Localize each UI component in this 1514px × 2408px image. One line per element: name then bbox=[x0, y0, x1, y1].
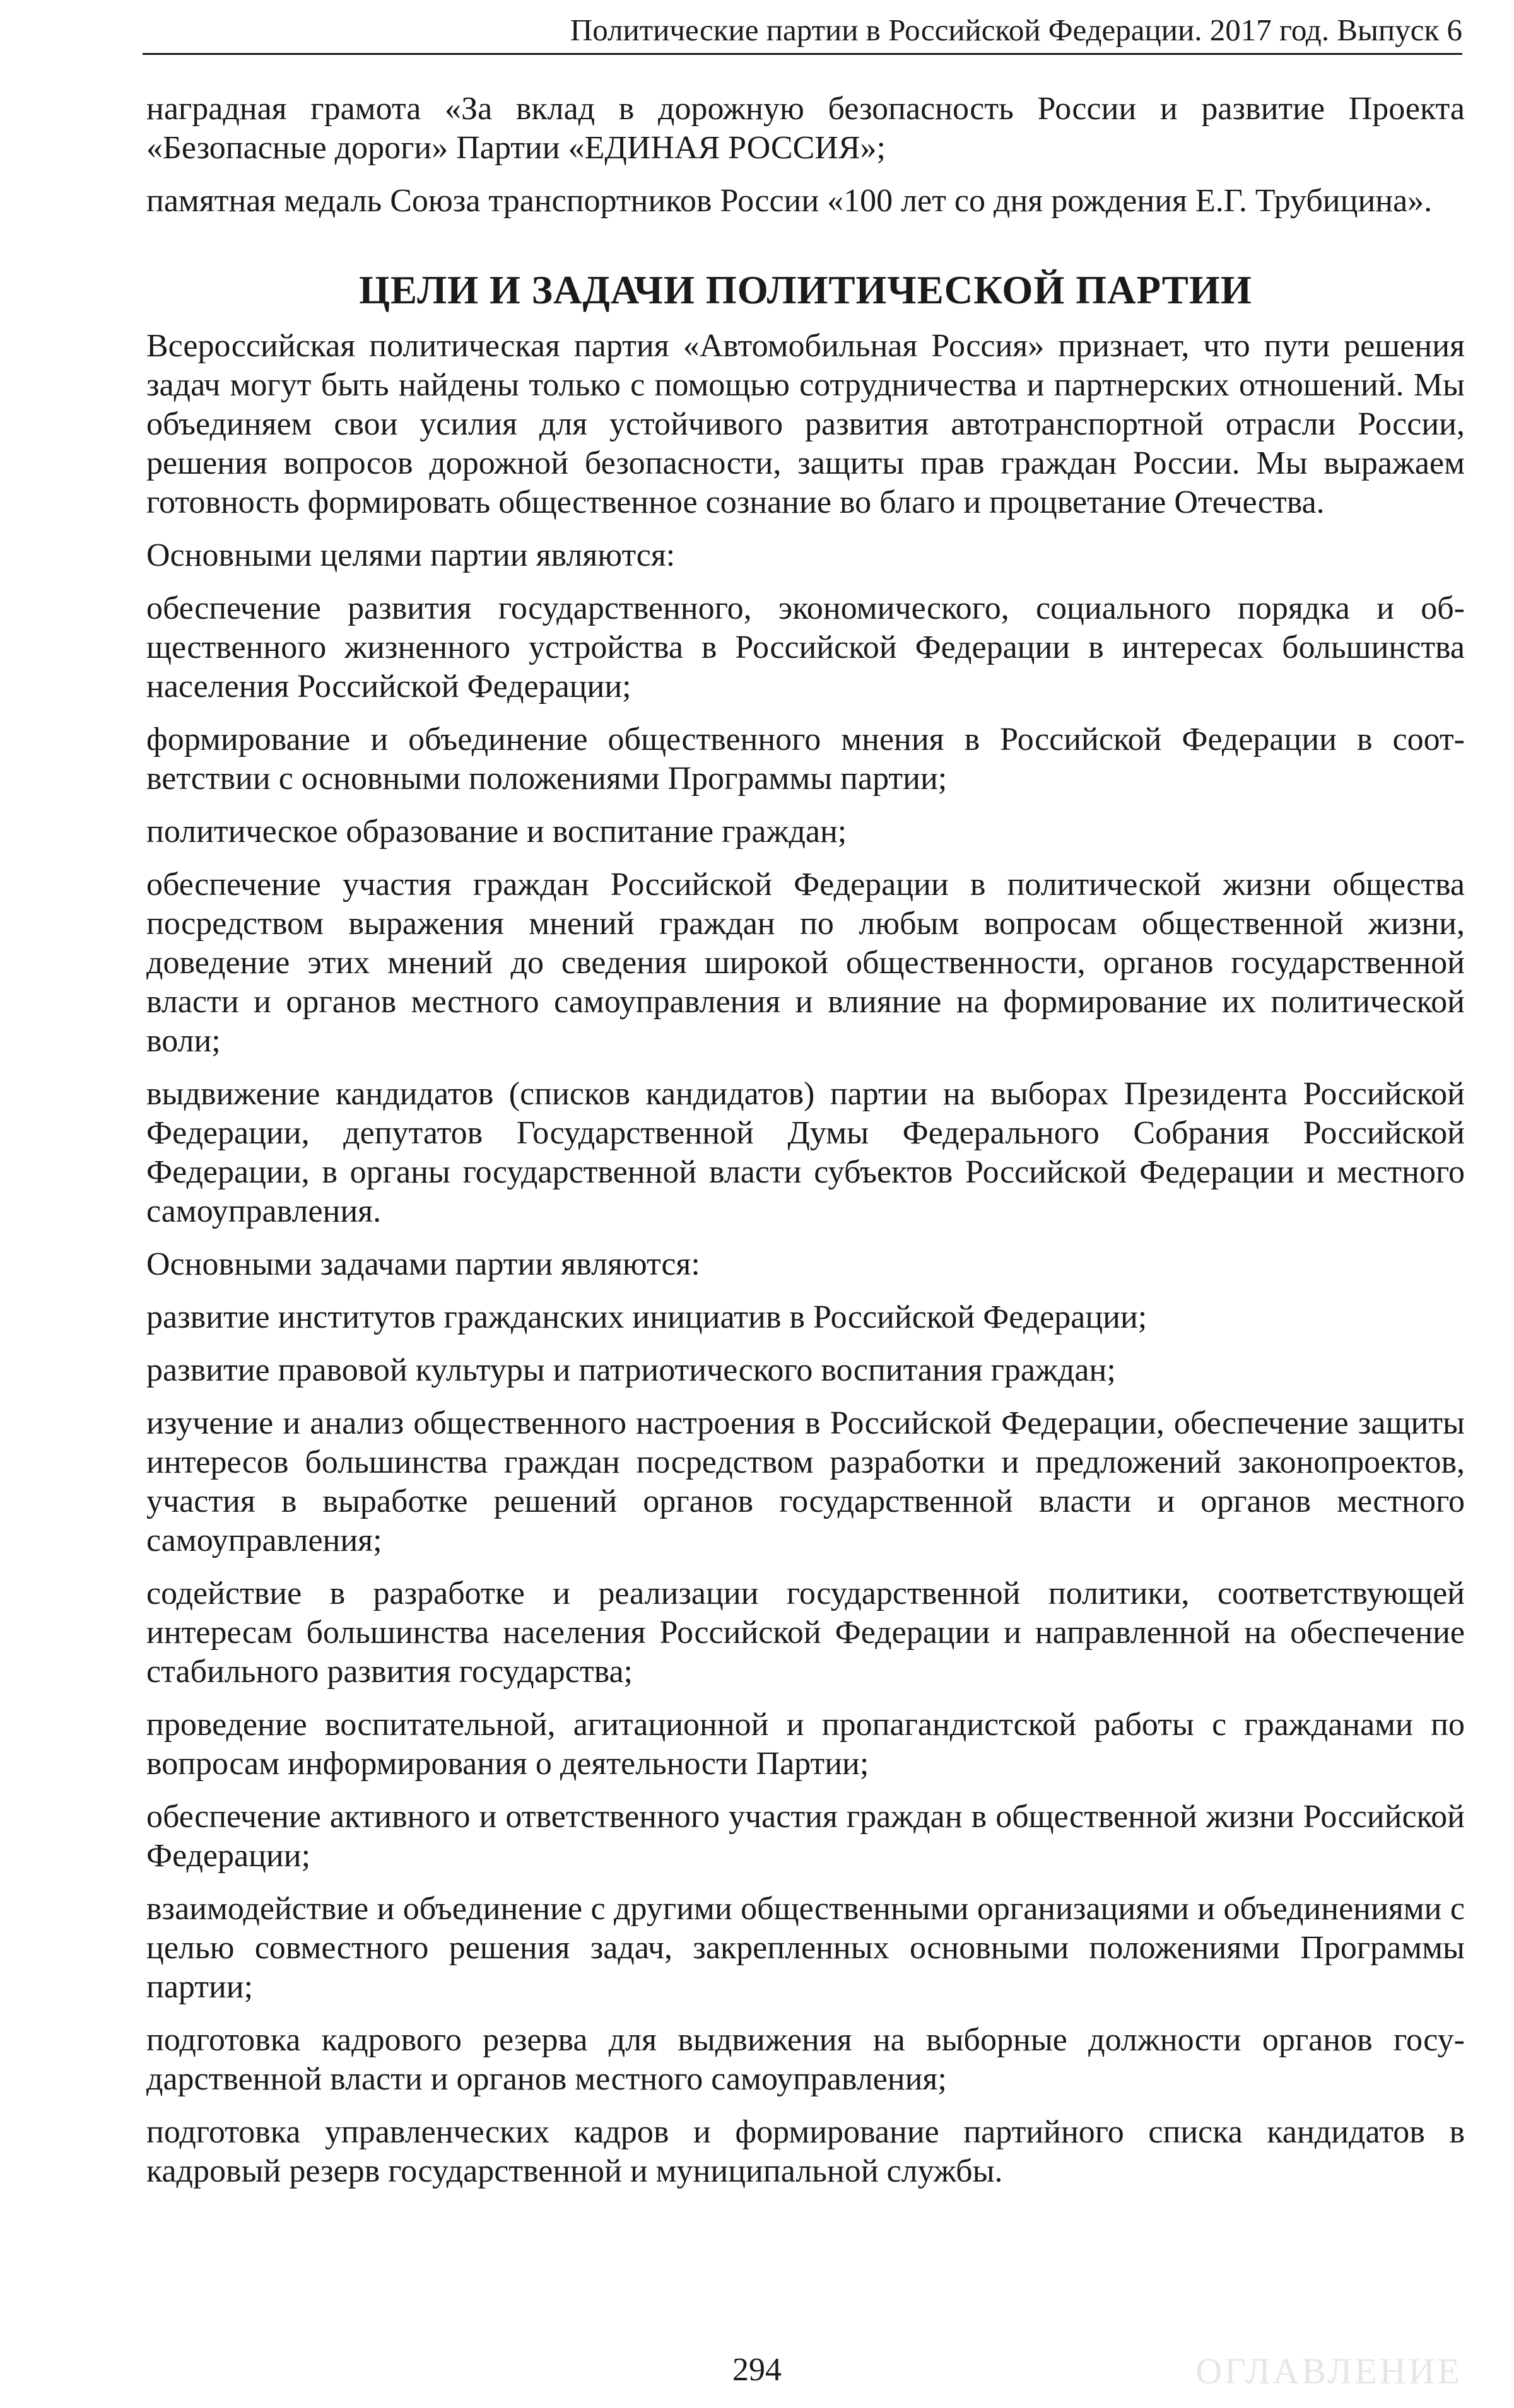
section-title: ЦЕЛИ И ЗАДАЧИ ПОЛИТИЧЕСКОЙ ПАРТИИ bbox=[359, 268, 1252, 312]
task-item: обеспечение активного и ответственного участия граждан в общественной жизни Российской Федерации; bbox=[146, 1799, 1465, 1874]
goal-item: обеспечение участия граждан Российской Федерации в политической жизни общества посредством выражения мнений граждан по любым вопросам общественной жизни, доведение этих мнений до сведения широкой общественности, органов государственной власти и органов местного самоуправления и влияние на формирование их политической воли; bbox=[146, 867, 1465, 1059]
award-item: памятная медаль Союза транспортников России «100 лет со дня рождения Е.Г. Трубицина». bbox=[146, 183, 1433, 219]
task-item: проведение воспитательной, агитационной и пропагандистской работы с гражданами по вопросам информирования о деятельности Партии; bbox=[146, 1707, 1465, 1782]
task-item: содействие в разработке и реализации государственной политики, соответствующей интересам большинства населения Российской Федерации и направленной на обеспечение стабильного развития государства; bbox=[146, 1575, 1465, 1690]
task-item: подготовка кадрового резерва для выдвижения на выборные должности органов государственной власти и органов местного самоуправления; bbox=[146, 2022, 1465, 2097]
running-header: Политические партии в Российской Федерации. 2017 год. Выпуск 6 bbox=[570, 13, 1462, 47]
task-item: подготовка управленческих кадров и формирование партийного списка кандидатов в кадровый резерв государственной и муниципальной службы. bbox=[146, 2114, 1465, 2189]
task-item: развитие институтов гражданских инициатив в Российской Федерации; bbox=[146, 1299, 1147, 1335]
award-item: наградная грамота «За вклад в дорожную безопасность России и развитие Проекта «Безопасные дороги» Партии «ЕДИНАЯ РОССИЯ»; bbox=[146, 91, 1465, 166]
intro-paragraph: Всероссийская политическая партия «Автомобильная Россия» признает, что пути решения задач могут быть найдены только с помощью сотрудничества и партнерских отношений. Мы объединяем свои усилия для устойчивого развития автотранспортной отрасли России, решения вопросов дорожной безопасности, защиты прав граждан России. Мы выражаем готовность формировать общественное сознание во благо и процветание Отечества. bbox=[146, 328, 1465, 520]
table-of-contents-link[interactable]: ОГЛАВЛЕНИЕ bbox=[1195, 2351, 1462, 2392]
page-number: 294 bbox=[732, 2352, 782, 2388]
task-item: развитие правовой культуры и патриотического воспитания граждан; bbox=[146, 1352, 1116, 1388]
goals-heading: Основными целями партии являются: bbox=[146, 537, 676, 573]
goal-item: политическое образование и воспитание граждан; bbox=[146, 814, 847, 850]
goal-item: обеспечение развития государственного, экономического, социального порядка и общественного жизненного устройства в Российской Федерации в интересах большинства населения Российской Федерации; bbox=[146, 590, 1465, 704]
page-body bbox=[146, 90, 1465, 2205]
task-item: взаимодействие и объединение с другими общественными организациями и объединениями с целью совместного решения задач, закрепленных основными положениями Программы партии; bbox=[146, 1891, 1465, 2005]
task-item: изучение и анализ общественного настроения в Российской Федерации, обеспечение защиты интересов большинства граждан посредством разработки и предложений законопроектов, участия в выработке решений органов государственной власти и органов местного самоуправления; bbox=[146, 1405, 1465, 1558]
goal-item: выдвижение кандидатов (списков кандидатов) партии на выборах Президента Российской Федерации, депутатов Государственной Думы Федерального Собрания Российской Федерации, в органы государственной власти субъектов Российской Федерации и местного самоуправления. bbox=[146, 1076, 1465, 1229]
header-rule bbox=[143, 53, 1462, 55]
goal-item: формирование и объединение общественного мнения в Российской Федерации в соответствии с основными положениями Программы партии; bbox=[146, 722, 1465, 797]
tasks-heading: Основными задачами партии являются: bbox=[146, 1246, 700, 1282]
